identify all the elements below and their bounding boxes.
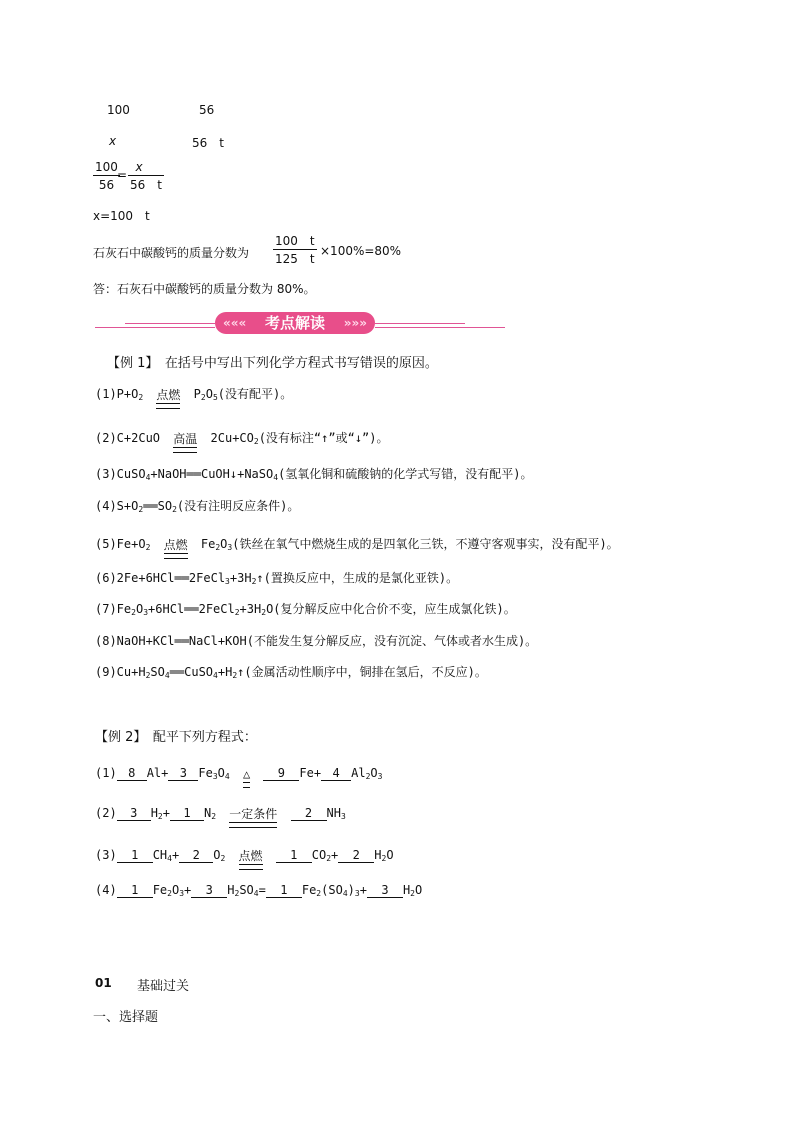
equation-2: (2)C+2CuO 高温 $2Cu+CO_2$(没有标注“↑”或“↓”)。 [95,427,389,449]
banner-line [375,327,505,328]
answer-blank: 1 [276,848,312,863]
answer-blank: 2 [179,848,213,863]
answer-blank: 1 [117,848,153,863]
fraction: $\frac{100}{56}$ [95,160,118,192]
answer-blank: 2 [338,848,374,863]
balance-equation-2: (2) 3 $H_2+ 1$ $N_2$ 一定条件 2 $NH_3$ [95,802,346,824]
answer-blank: 1 [117,883,153,898]
equation-5: $(5)Fe+O_2$ 点燃 $Fe_2O_3$(铁丝在氧气中燃烧生成的是四氧化三铁，不遵守客观事实，没有配平)。 [95,533,619,555]
equation-9: $(9)Cu+H_2SO_4══CuSO_4+H_2↑$(金属活动性顺序中，铜排在氢后，不反应)。 [95,665,487,680]
equation-6: $(6)2Fe+6HCl══2FeCl_3+3H_2↑$(置换反应中，生成的是氯化亚铁)。 [95,571,459,586]
equation-1: $(1)P+O_2$ 点燃 $P_2O_5$(没有配平)。 [95,383,292,405]
answer-blank: 1 [170,806,204,821]
equation-8: (8)NaOH+KCl══NaCl+KOH(不能发生复分解反应，没有沉淀、气体或者水生成)。 [95,634,538,648]
answer-blank: 3 [117,806,151,821]
chevrons-right-icon: »»» [343,316,367,330]
section-banner [95,312,505,336]
banner-line [125,323,215,324]
chevrons-left-icon: ««« [223,316,247,330]
subsection-heading: 一、选择题 [93,1010,159,1025]
answer-text: 答：石灰石中碳酸钙的质量分数为 80%。 [93,282,316,296]
calc-value: x [109,134,117,148]
calc-value: 56 t [192,136,224,150]
section-title: 考点解读 [264,314,325,332]
answer-blank: 3 [168,766,198,781]
equals-sign: = [117,168,128,182]
section-number: 01 [95,976,112,990]
section-heading: 基础过关 [137,979,190,994]
balance-equation-4: (4) 1 $Fe_2O_3+ 3$ $H_2SO_4= 1$ $Fe_2(SO_4)_3+ 3$ $H_2O$ [95,883,423,898]
balance-equation-1: (1) 8 Al+ 3 $Fe_3O_4$ △ 9 Fe+ 4 $Al_2O_3$ [95,762,382,784]
banner-line [375,323,465,324]
example-1-title: 【例 1】 在括号中写出下列化学方程式书写错误的原因。 [107,356,438,371]
answer-blank: 2 [291,806,327,821]
answer-blank: 1 [266,883,302,898]
mass-fraction-text: 石灰石中碳酸钙的质量分数为 [93,246,250,260]
equation-3: (3)CuSO$_4$+NaOH══CuOH↓+NaSO$_4$(氢氧化铜和硫酸钠的化学式写错，没有配平)。 [95,467,533,482]
calc-value: 56 [199,103,215,117]
banner-line [95,327,215,328]
calc-value: 100 [107,103,130,117]
equation-4: $(4)S+O_2══SO_2$(没有注明反应条件)。 [95,499,300,514]
equation-7: $(7)Fe_2O_3+6HCl══2FeCl_2+3H_2O$(复分解反应中化合价不变，应生成氯化铁)。 [95,602,516,617]
fraction: $\frac{x}{56 t}$ [130,160,162,192]
answer-blank: 8 [117,766,147,781]
balance-equation-3: (3) 1 $CH_4+ 2$ $O_2$ 点燃 1 $CO_2+ 2$ $H_2O$ [95,844,394,866]
fraction: $\frac{100 t}{125 t}$ [275,234,315,266]
answer-blank: 3 [367,883,403,898]
example-2-title: 【例 2】 配平下列方程式： [95,730,257,745]
answer-blank: 4 [321,766,351,781]
banner-pill [215,312,375,334]
answer-blank: 9 [263,766,299,781]
calc-result: x=100 t [93,209,150,223]
mass-fraction-result: ×100%=80% [320,244,402,258]
answer-blank: 3 [191,883,227,898]
